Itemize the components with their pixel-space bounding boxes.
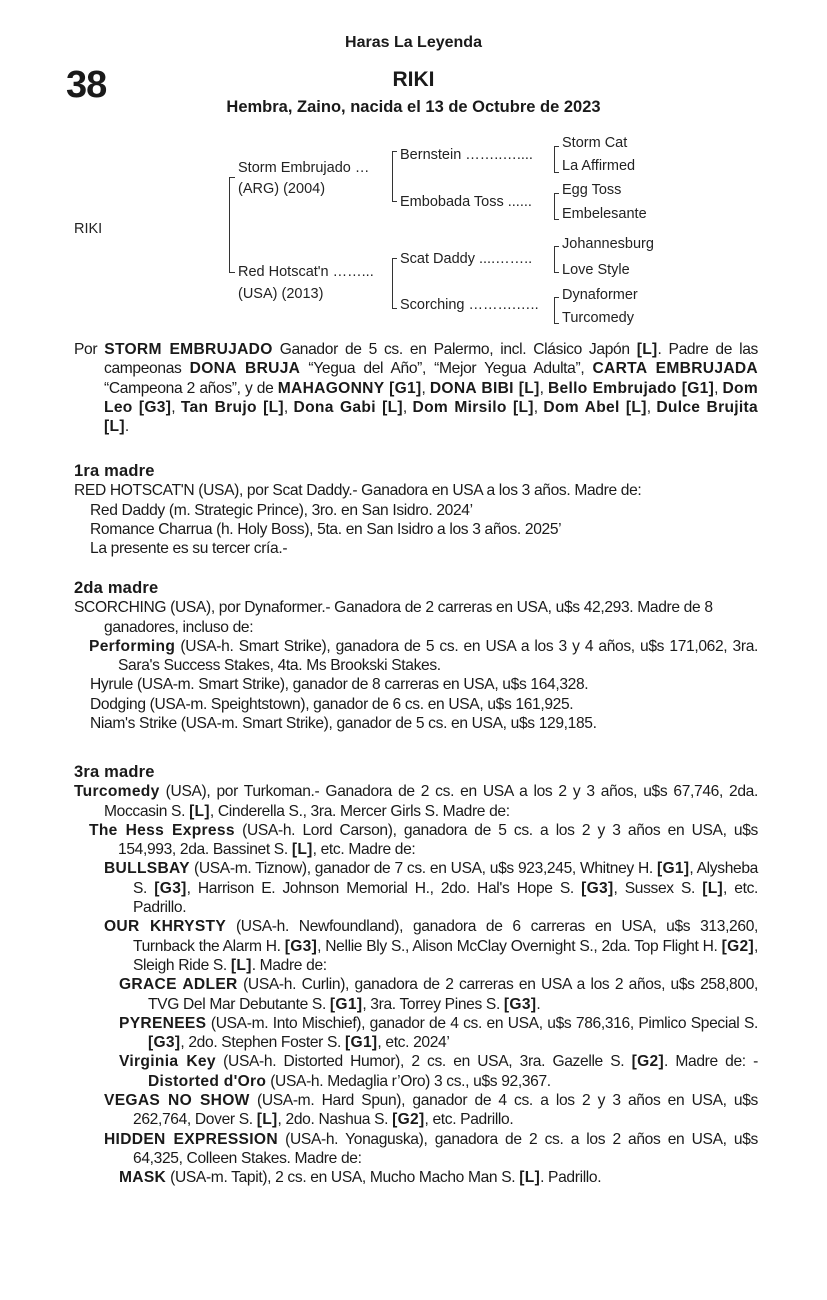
sire-text: Ganador de 5 cs. en Palermo, incl. Clásico Japón [272,341,637,358]
produce-text: , Sleigh Ride S. [133,937,758,974]
bracket-gen1 [229,177,230,273]
produce-text: (USA-m. Into Mischief), ganador de 4 cs. en USA, u$s 786,316, Pimlico Special S. [206,1014,758,1032]
second-dam-heading: 2da madre [74,579,159,597]
pedigree-dam-sire: Scat Daddy ....…….. [400,251,533,267]
produce-text: . [536,995,541,1013]
pedigree-dam-dam: Scorching ……….….. [400,297,539,313]
produce-vegas-no-show [74,1091,758,1130]
sire-text: “Campeona 2 años”, y de [104,379,278,397]
produce-text: , etc. Padrillo. [424,1111,514,1129]
pedigree-ggs-2: La Affirmed [562,158,636,174]
produce-line: Niam's Strike (USA-m. Smart Strike), ganador de 5 cs. en USA, u$s 129,185. [90,715,597,733]
race-grade: [G2] [631,1053,665,1071]
race-grade: [G3] [154,879,187,897]
produce-text: , Sussex S. [613,879,703,897]
bracket-tick [554,323,559,324]
race-grade: [G3] [284,937,318,955]
pedigree-ggs-5: Johannesburg [562,236,654,252]
produce-performing [74,637,758,676]
produce-bullsbay [74,859,758,917]
pedigree-sire-sire: Bernstein ……..….... [400,147,533,163]
produce-text: (USA-m. Tiznow), ganador de 7 cs. en USA, u$s 923,245, Whitney H. [189,860,657,878]
race-grade: [G3] [148,1034,181,1052]
produce-text: . Madre de: - [664,1053,758,1071]
pedigree-sire: Storm Embrujado … [238,160,370,176]
offspring-name: Tan Brujo [L] [180,398,284,416]
race-grade: [G1] [329,995,363,1013]
separator: , [421,379,430,397]
produce-name: The Hess Express [89,821,235,839]
produce-line: Dodging (USA-m. Speightstown), ganador de 6 cs. en USA, u$s 161,925. [90,695,574,713]
offspring-name: Bello Embrujado [G1] [547,379,715,397]
separator: , [539,379,548,397]
pedigree-ggs-1: Storm Cat [562,135,628,151]
first-dam-produce: Romance Charrua (h. Holy Boss), 5ta. en San Isidro a los 3 años. 2025’ [90,520,562,538]
produce-text: , Nellie Bly S., Alison McClay Overnight S., 2da. Top Flight H. [317,937,722,955]
offspring-name: Dona Gabi [L] [293,398,403,416]
produce-mask [74,1168,758,1187]
bracket-gen3 [554,246,555,273]
separator: , [646,398,657,416]
race-grade: [G1] [657,860,690,878]
first-dam-produce: Red Daddy (m. Strategic Prince), 3ro. en San Isidro. 2024’ [90,501,473,519]
offspring-name: Dom Leo [G3] [104,379,759,416]
bracket-tick [554,246,559,247]
race-grade: [L] [519,1169,541,1187]
offspring-name: Dulce Brujita [L] [104,398,759,436]
pedigree-subject: RIKI [74,221,103,237]
race-grade: [L] [702,879,724,897]
produce-name: Performing [89,637,176,655]
produce-text: . Padrillo. [540,1169,602,1187]
produce-name: MASK [119,1169,167,1187]
bracket-tick [554,272,559,273]
offspring-name: Dom Abel [L] [543,398,647,416]
first-dam-heading: 1ra madre [74,462,155,480]
pedigree-sire-origin: (ARG) (2004) [238,181,326,197]
pedigree-dam-origin: (USA) (2013) [238,286,324,302]
bracket-gen2-bottom [392,258,393,309]
bracket-tick [392,201,397,202]
produce-name: BULLSBAY [104,860,190,878]
produce-pyrenees [74,1014,758,1053]
race-grade: [L] [636,341,658,358]
produce-text: . Madre de: [251,956,327,974]
bracket-tick [392,258,397,259]
pedigree-dam: Red Hotscat'n ……... [238,264,374,280]
produce-text: , 2do. Nashua S. [277,1111,393,1129]
produce-text: , etc. Padrillo. [133,879,758,917]
separator: , [402,398,413,416]
third-dam-section [74,763,758,1188]
produce-text: , Alysheba S. [133,860,758,897]
separator: , [283,398,294,416]
produce-text: , Harrison E. Johnson Memorial H., 2do. Hal's Hope S. [186,879,582,897]
produce-name: PYRENEES [119,1014,207,1032]
pedigree-ggs-6: Love Style [562,262,630,278]
produce-text: (USA-h. Newfoundland), ganadora de 6 carreras en USA, u$s 313,260, Turnback the Alarm H. [133,918,759,955]
produce-name: VEGAS NO SHOW [104,1092,250,1110]
second-dam-section [74,579,758,733]
race-grade: [G3] [503,995,537,1013]
offspring-name: DONA BIBI [L] [429,379,540,397]
race-grade: [G3] [581,879,614,897]
race-grade: [G2] [392,1111,425,1129]
offspring-name: MAHAGONNY [G1] [277,379,422,397]
bracket-tick [554,172,559,173]
separator: , [533,398,544,416]
first-dam-intro: RED HOTSCAT'N (USA), por Scat Daddy.- Ganadora en USA a los 3 años. Madre de: [74,482,642,500]
sire-name: STORM EMBRUJADO [104,341,273,358]
bracket-tick [554,193,559,194]
bracket-gen3 [554,146,555,173]
offspring-name: Dom Mirsilo [L] [412,398,534,416]
produce-text: (USA), por Turkoman.- Ganadora de 2 cs. en USA a los 2 y 3 años, u$s 67,746, 2da. Moccasin S. [104,783,758,820]
pedigree-ggs-7: Dynaformer [562,287,638,303]
horse-subtitle: Hembra, Zaino, nacida el 13 de Octubre de 2023 [226,98,601,116]
separator: , [171,398,181,416]
produce-line: Hyrule (USA-m. Smart Strike), ganador de 8 carreras en USA, u$s 164,328. [90,676,589,694]
pedigree-ggs-4: Embelesante [562,206,647,222]
produce-text: (USA-m. Hard Spun), ganador de 4 cs. a los 2 y 3 años en USA, u$s 262,764, Dover S. [133,1092,758,1129]
produce-text: , etc. 2024’ [377,1034,450,1052]
bracket-tick [554,146,559,147]
race-grade: [L] [230,956,252,974]
race-grade: [L] [189,802,210,820]
produce-grace-adler [74,975,758,1014]
produce-text: (USA-h. Lord Carson), ganadora de 5 cs. a los 2 y 3 años en USA, u$s 154,993, 2da. Bassinet S. [118,821,758,859]
sire-text: . Padre de las campeonas [104,341,758,378]
bracket-gen3 [554,193,555,220]
bracket-tick [392,308,397,309]
offspring-name: DONA BRUJA [189,360,301,378]
produce-text: , etc. Madre de: [312,841,416,859]
produce-name: OUR KHRYSTY [104,918,227,936]
bracket-gen2-top [392,151,393,202]
race-grade: [L] [291,841,313,859]
produce-hess-express [74,821,758,860]
produce-name: Distorted d'Oro [148,1072,267,1090]
produce-text: (USA-h. Curlin), ganadora de 2 carreras en USA a los 2 años, u$s 258,800, TVG Del Mar Debutante S. [148,976,759,1013]
separator: , [714,379,723,397]
produce-text: , 2do. Stephen Foster S. [180,1034,346,1052]
produce-text: (USA-m. Tapit), 2 cs. en USA, Mucho Macho Man S. [166,1169,520,1187]
bracket-tick [554,297,559,298]
produce-our-khrysty [74,917,758,975]
sire-paragraph [74,340,758,436]
bracket-gen3 [554,297,555,324]
bracket-tick [392,151,397,152]
pedigree-sire-dam: Embobada Toss ...... [400,194,532,210]
produce-name: HIDDEN EXPRESSION [104,1130,278,1148]
sire-text: “Yegua del Año”, “Mejor Yegua Adulta”, [300,360,593,378]
offspring-name: CARTA EMBRUJADA [592,360,758,378]
breeder-name: Haras La Leyenda [345,34,482,51]
bracket-tick [554,219,559,220]
produce-virginia-key [74,1052,758,1091]
produce-hidden-expression [74,1130,758,1169]
produce-text: , 3ra. Torrey Pines S. [362,995,504,1013]
pedigree-ggs-8: Turcomedy [562,310,634,326]
bracket-tick [229,177,235,178]
third-dam-heading: 3ra madre [74,763,155,781]
produce-text: (USA-h. Smart Strike), ganadora de 5 cs. en USA a los 3 y 4 años, u$s 171,062, 3ra. Sara's Success Stakes, 4ta. Ms Brookski Stakes. [118,637,758,675]
produce-name: GRACE ADLER [119,976,238,994]
produce-text: (USA-h. Distorted Humor), 2 cs. en USA, 3ra. Gazelle S. [215,1053,632,1071]
first-dam-note: La presente es su tercer cría.- [90,540,288,558]
sire-por: Por [74,341,105,358]
pedigree-ggs-3: Egg Toss [562,182,622,198]
bracket-tick [229,272,235,273]
produce-name: Virginia Key [119,1053,216,1071]
race-grade: [G2] [721,937,755,955]
produce-turcomedy [74,782,758,821]
produce-text: , Cinderella S., 3ra. Mercer Girls S. Madre de: [209,802,510,820]
produce-name: Turcomedy [74,783,160,801]
produce-text: (USA-h. Yonaguska), ganadora de 2 cs. a los 2 años en USA, u$s 64,325, Colleen Stakes. Madre de: [133,1130,758,1167]
race-grade: [L] [256,1111,278,1129]
lot-number: 38 [66,64,107,106]
separator: . [124,418,129,436]
second-dam-intro: SCORCHING (USA), por Dynaformer.- Ganadora de 2 carreras en USA, u$s 42,293. Madre de 8 ganadores, incluso de: [74,599,713,636]
race-grade: [G1] [345,1034,378,1052]
first-dam-section [74,462,758,558]
produce-text: (USA-h. Medaglia r’Oro) 3 cs., u$s 92,367. [266,1072,551,1090]
horse-name: RIKI [392,68,435,91]
